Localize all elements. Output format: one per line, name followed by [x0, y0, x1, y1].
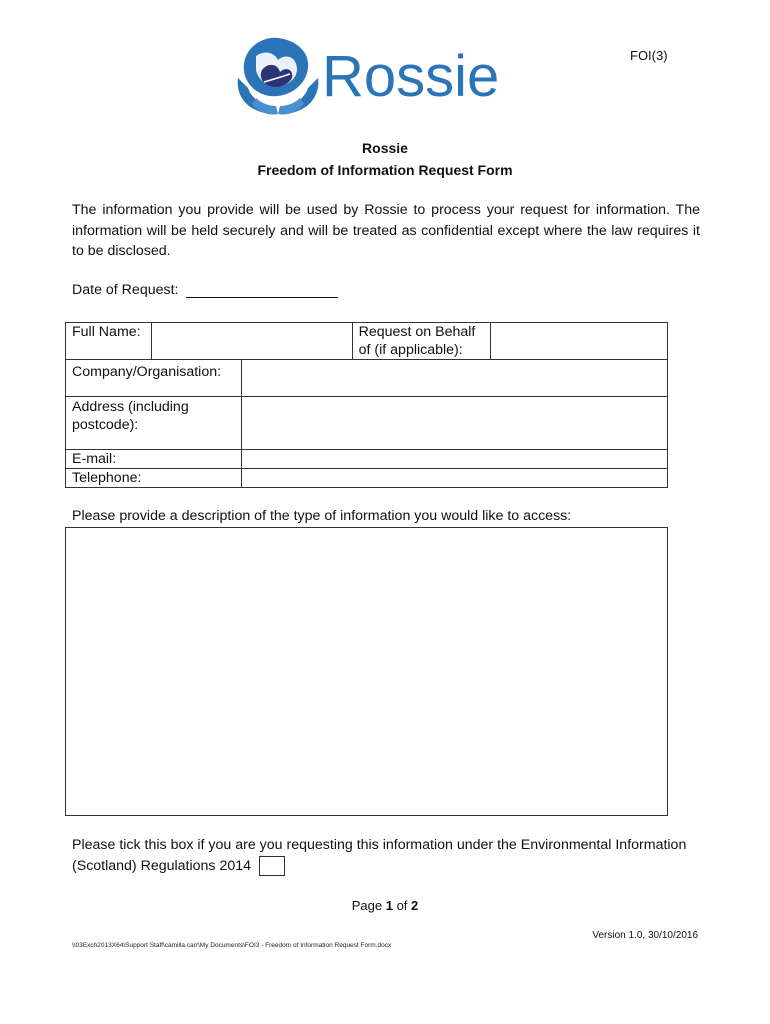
intro-paragraph: The information you provide will be used by Rossie to process your request for information. The information will be held securely and will be treated as confidential except where the law requires it to be disclosed.	[72, 202, 700, 259]
rossie-logo	[234, 34, 524, 120]
telephone-label: Telephone:	[66, 469, 242, 488]
details-table	[65, 322, 668, 488]
date-input-line[interactable]	[186, 283, 338, 298]
form-reference: FOI(3)	[630, 48, 668, 63]
date-of-request	[72, 282, 338, 298]
email-label: E-mail:	[66, 450, 242, 469]
org-title: Rossie	[362, 140, 408, 156]
title-block	[0, 137, 770, 181]
description-box[interactable]	[65, 527, 668, 816]
environmental-regulations	[72, 835, 692, 877]
total-pages: 2	[411, 898, 419, 913]
version-info: Version 1.0, 30/10/2016	[592, 930, 698, 941]
behalf-label: Request on Behalf of (if applicable):	[352, 323, 491, 360]
oak-leaf-hands-icon	[234, 34, 322, 120]
full-name-label: Full Name:	[66, 323, 152, 360]
address-field[interactable]	[241, 397, 667, 450]
full-name-field[interactable]	[151, 323, 352, 360]
file-path: \\03Exch2013X64\Support Staff\camilla.carr\My Documents\FOI3 - Freedom of Information Request Form.docx	[72, 942, 392, 949]
company-label: Company/Organisation:	[66, 360, 242, 397]
page-number: Page 1 of 2	[351, 898, 419, 913]
telephone-field[interactable]	[241, 469, 667, 488]
address-label: Address (including postcode):	[66, 397, 242, 450]
env-checkbox[interactable]	[259, 856, 285, 876]
env-text: Please tick this box if you are you requesting this information under the Environmental Information (Scotland) Regulations 2014	[72, 837, 687, 874]
form-title: Freedom of Information Request Form	[257, 162, 513, 178]
behalf-field[interactable]	[491, 323, 668, 360]
date-label: Date of Request:	[72, 282, 179, 298]
logo-wordmark: Rossie	[322, 44, 500, 109]
current-page: 1	[385, 898, 393, 913]
company-field[interactable]	[241, 360, 667, 397]
description-label: Please provide a description of the type of information you would like to access:	[72, 508, 572, 524]
email-field[interactable]	[241, 450, 667, 469]
